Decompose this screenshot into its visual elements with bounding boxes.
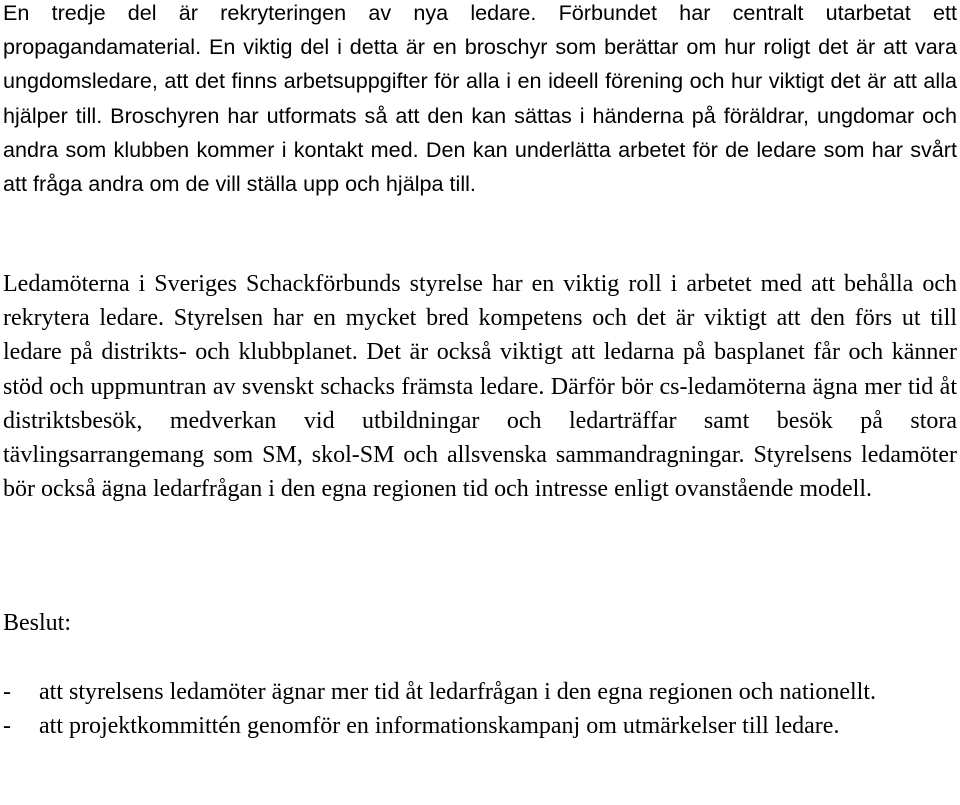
decision-item-text: att projektkommittén genomför en informationskampanj om utmärkelser till ledare. [39, 713, 840, 740]
paragraph-board-role: Ledamöterna i Sveriges Schackförbunds styrelse har en viktig roll i arbetet med att behålla och rekrytera ledare. Styrelsen har en mycket bred kompetens och det är viktigt att den förs ut till ledare på distrikts- och klubbplanet. Det är också viktigt att ledarna på basplanet får och känner stöd och uppmuntran av svenskt schacks främsta ledare. Därför bör cs-ledamöterna ägna mer tid åt distriktsbesök, medverkan vid utbildningar och ledarträffar samt besök på stora tävlingsarrangemang som SM, skol-SM och allsvenska sammandragningar. Styrelsens ledamöter bör också ägna ledarfrågan i den egna regionen tid och intresse enligt ovanstående modell. [3, 271, 957, 503]
decision-item [3, 709, 957, 743]
decision-list [3, 675, 957, 743]
decision-item [3, 675, 957, 709]
decision-item-text: att styrelsens ledamöter ägnar mer tid åt ledarfrågan i den egna regionen och nationellt. [39, 679, 876, 705]
paragraph-recruitment: En tredje del är rekryteringen av nya ledare. Förbundet har centralt utarbetat ett propagandamaterial. En viktig del i detta är en broschyr som berättar om hur roligt det är att vara ungdomsledare, att det finns arbetsuppgifter för alla i en ideell förening och hur viktigt det är att alla hjälper till. Broschyren har utformats så att den kan sättas i händerna på föräldrar, ungdomar och andra som klubben kommer i kontakt med. Den kan underlätta arbetet för de ledare som har svårt att fråga andra om de vill ställa upp och hjälpa till. [3, 0, 957, 197]
dash-marker: - [3, 679, 11, 705]
dash-marker: - [3, 713, 11, 740]
decision-section [3, 606, 957, 640]
decision-heading: Beslut: [3, 610, 72, 636]
